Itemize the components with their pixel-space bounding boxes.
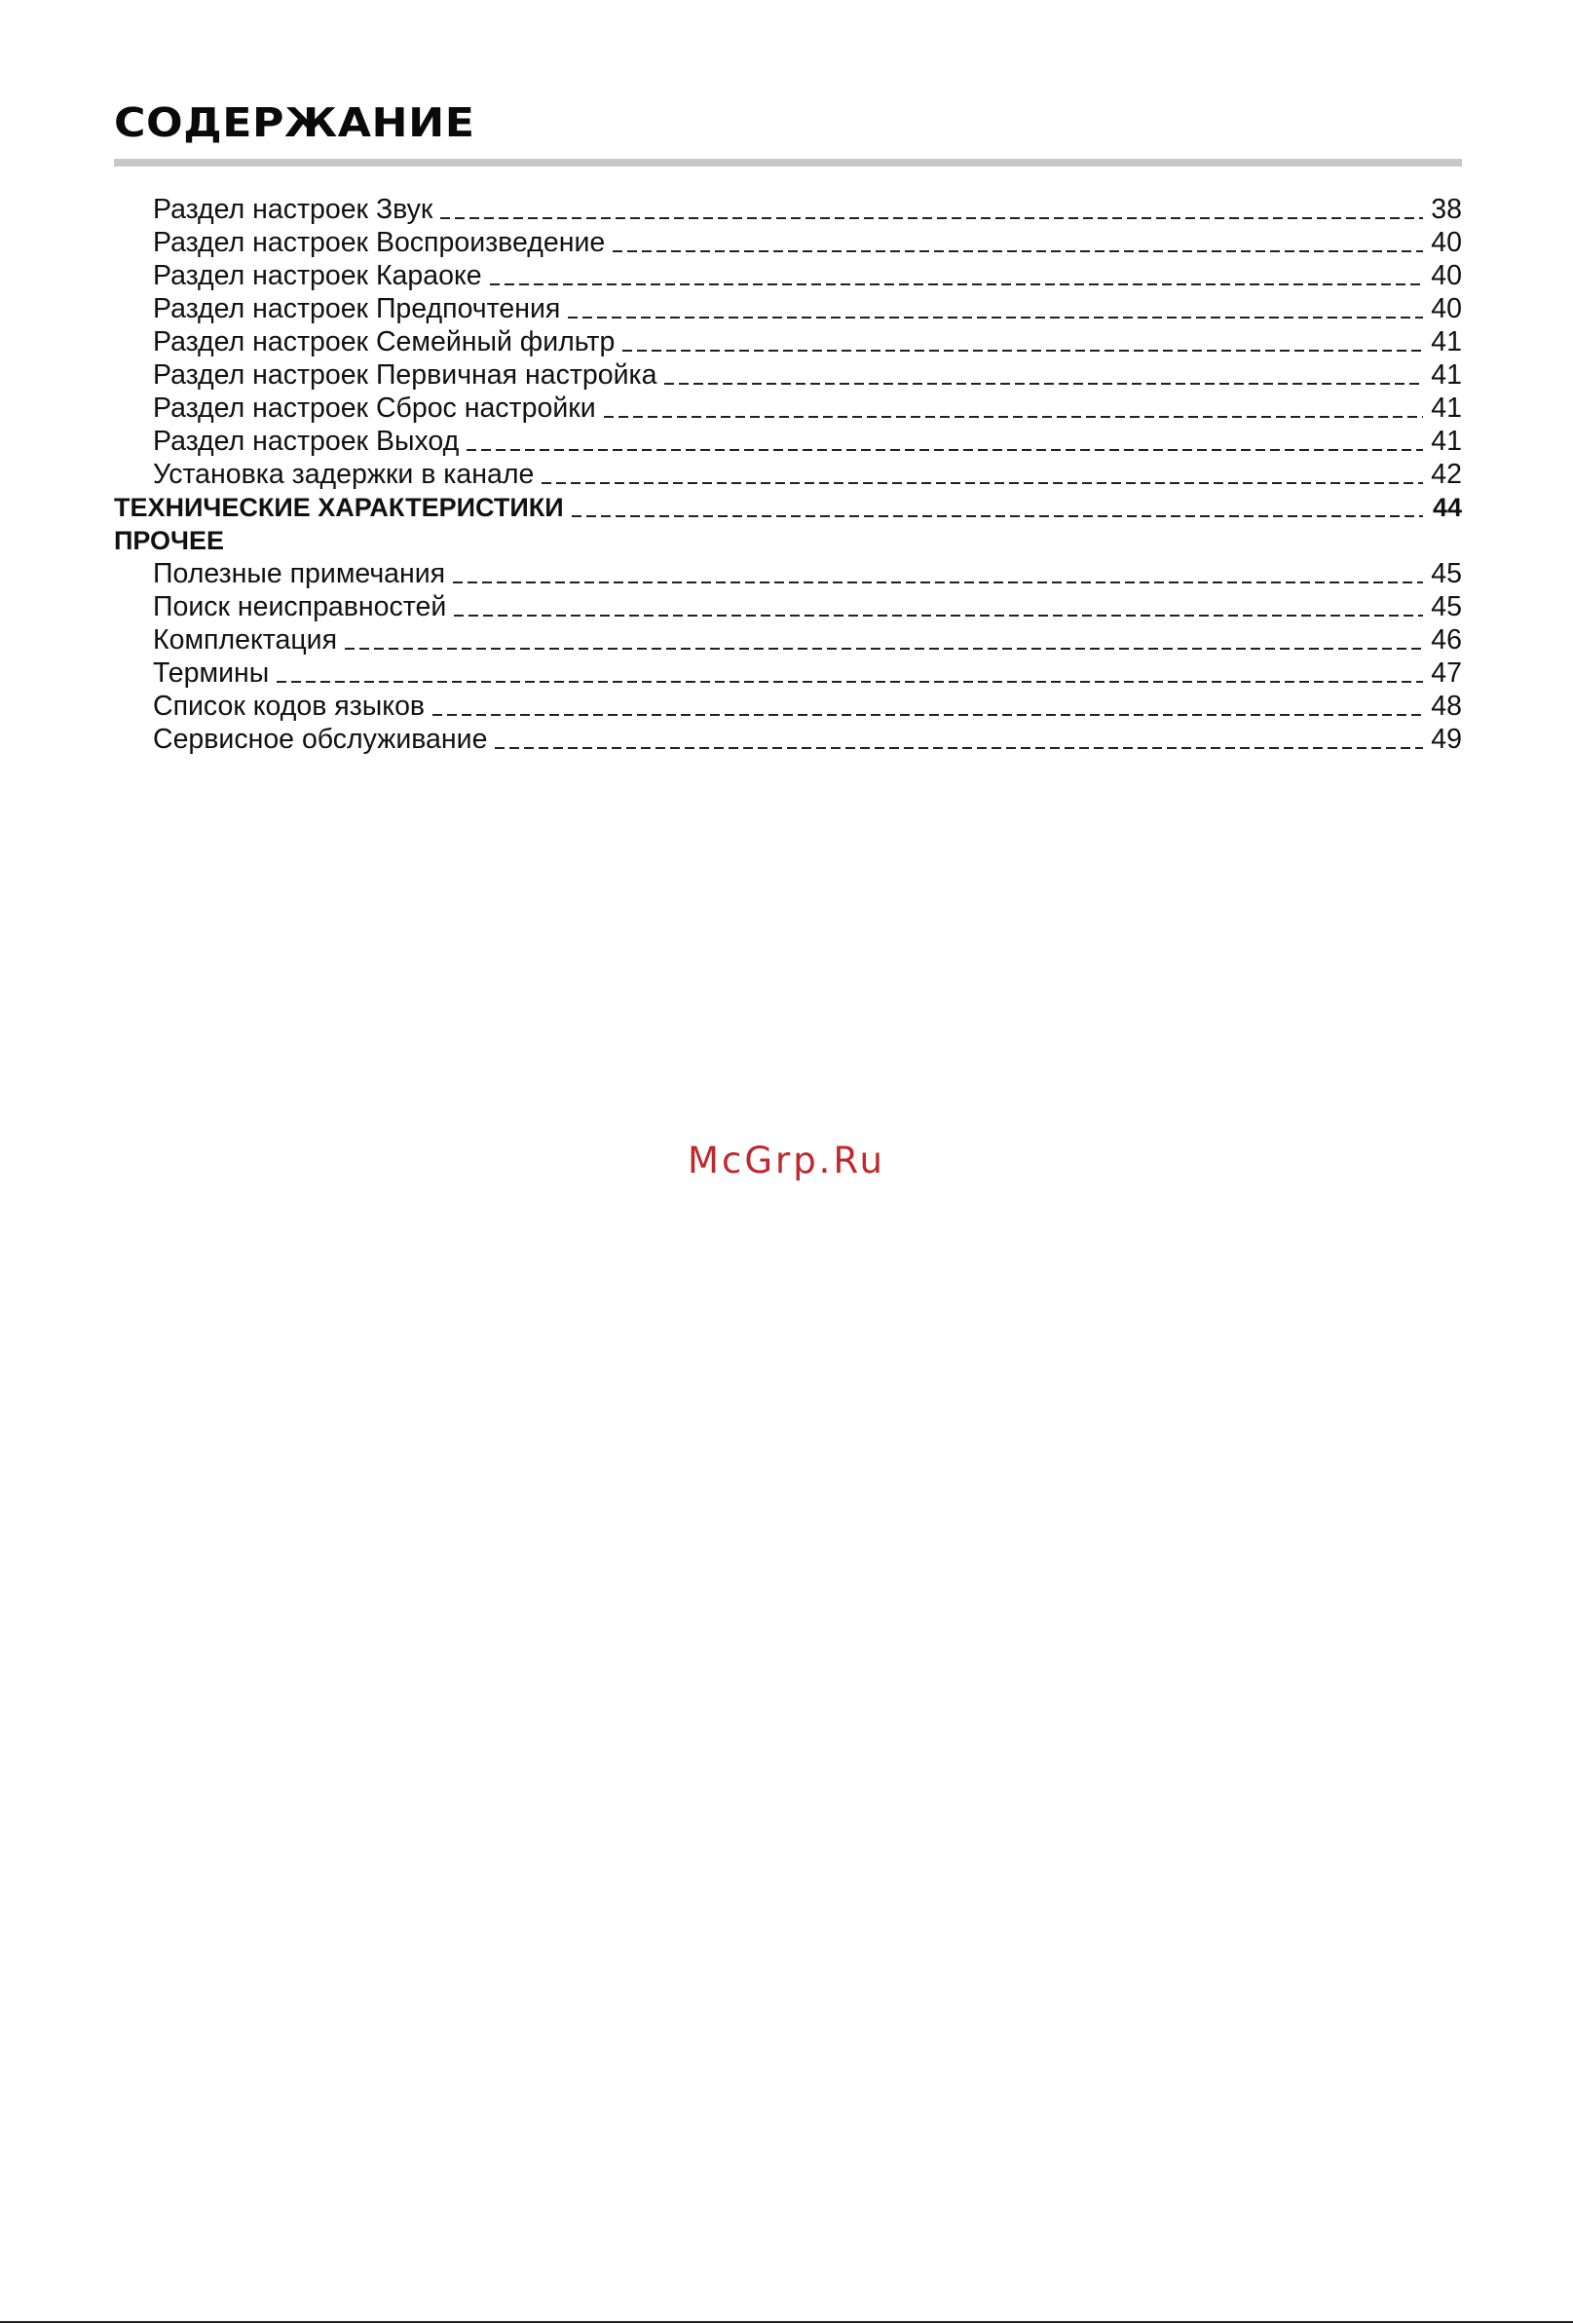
toc-entry-label: Сервисное обслуживание <box>153 724 488 755</box>
toc-entry-label: Раздел настроек Сброс настройки <box>153 393 596 424</box>
toc-entry-label: Список кодов языков <box>153 691 426 722</box>
toc-entry-label: Раздел настроек Выход <box>153 426 460 457</box>
toc-page-number: 38 <box>1431 194 1462 225</box>
toc-page-number: 49 <box>1431 724 1462 755</box>
toc-entry[interactable] <box>114 325 1462 358</box>
table-of-contents <box>114 193 1462 756</box>
toc-page-number: 45 <box>1431 558 1462 589</box>
toc-section-heading[interactable] <box>114 524 1462 557</box>
page-bottom-divider <box>0 2321 1573 2323</box>
title-divider <box>114 159 1462 167</box>
toc-dotted-leader <box>568 317 1423 319</box>
toc-dotted-leader <box>467 449 1423 451</box>
toc-dotted-leader <box>277 681 1423 683</box>
toc-entry-label: ТЕХНИЧЕСКИЕ ХАРАКТЕРИСТИКИ <box>114 493 564 522</box>
toc-entry[interactable] <box>114 292 1462 325</box>
toc-entry[interactable] <box>114 458 1462 491</box>
toc-entry[interactable] <box>114 425 1462 458</box>
toc-entry-label: ПРОЧЕЕ <box>114 526 225 555</box>
toc-entry-label: Раздел настроек Воспроизведение <box>153 227 606 258</box>
toc-entry[interactable] <box>114 226 1462 259</box>
toc-dotted-leader <box>453 581 1423 583</box>
toc-dotted-leader <box>490 283 1423 285</box>
toc-page-number: 40 <box>1431 293 1462 324</box>
toc-entry-label: Термины <box>153 657 270 689</box>
toc-entry[interactable] <box>114 358 1462 392</box>
toc-page-number: 44 <box>1432 493 1462 522</box>
toc-entry[interactable] <box>114 656 1462 690</box>
toc-page-number: 40 <box>1431 260 1462 291</box>
toc-page-number: 47 <box>1431 657 1462 689</box>
toc-page-number: 42 <box>1431 459 1462 490</box>
toc-section-heading[interactable] <box>114 491 1462 524</box>
toc-entry[interactable] <box>114 690 1462 723</box>
page-title: СОДЕРЖАНИЕ <box>114 99 475 146</box>
toc-dotted-leader <box>664 383 1423 385</box>
toc-entry-label: Раздел настроек Первичная настройка <box>153 359 657 391</box>
toc-entry[interactable] <box>114 623 1462 656</box>
toc-dotted-leader <box>622 350 1423 352</box>
toc-entry-label: Раздел настроек Звук <box>153 194 433 225</box>
toc-page-number: 45 <box>1431 591 1462 622</box>
toc-entry-label: Полезные примечания <box>153 558 446 589</box>
toc-dotted-leader <box>345 648 1423 650</box>
toc-page-number: 41 <box>1431 326 1462 357</box>
toc-entry[interactable] <box>114 392 1462 425</box>
toc-dotted-leader <box>613 250 1423 252</box>
toc-entry[interactable] <box>114 723 1462 756</box>
toc-entry[interactable] <box>114 557 1462 590</box>
toc-entry[interactable] <box>114 193 1462 226</box>
toc-dotted-leader <box>454 615 1423 617</box>
toc-entry-label: Раздел настроек Семейный фильтр <box>153 326 616 357</box>
toc-entry-label: Установка задержки в канале <box>153 459 535 490</box>
toc-page-number: 40 <box>1431 227 1462 258</box>
toc-dotted-leader <box>440 217 1423 219</box>
toc-dotted-leader <box>572 515 1423 517</box>
toc-page-number: 41 <box>1431 359 1462 391</box>
toc-page-number: 48 <box>1431 691 1462 722</box>
toc-entry-label: Раздел настроек Караоке <box>153 260 482 291</box>
toc-dotted-leader <box>542 482 1423 484</box>
toc-entry-label: Раздел настроек Предпочтения <box>153 293 561 324</box>
toc-entry-label: Комплектация <box>153 624 338 656</box>
watermark: McGrp.Ru <box>688 1140 885 1181</box>
toc-entry-label: Поиск неисправностей <box>153 591 447 622</box>
toc-page-number: 41 <box>1431 426 1462 457</box>
toc-dotted-leader <box>495 747 1423 749</box>
toc-dotted-leader <box>604 416 1423 418</box>
toc-entry[interactable] <box>114 590 1462 623</box>
toc-dotted-leader <box>432 714 1423 716</box>
toc-page-number: 41 <box>1431 393 1462 424</box>
toc-entry[interactable] <box>114 259 1462 292</box>
toc-page-number: 46 <box>1431 624 1462 656</box>
